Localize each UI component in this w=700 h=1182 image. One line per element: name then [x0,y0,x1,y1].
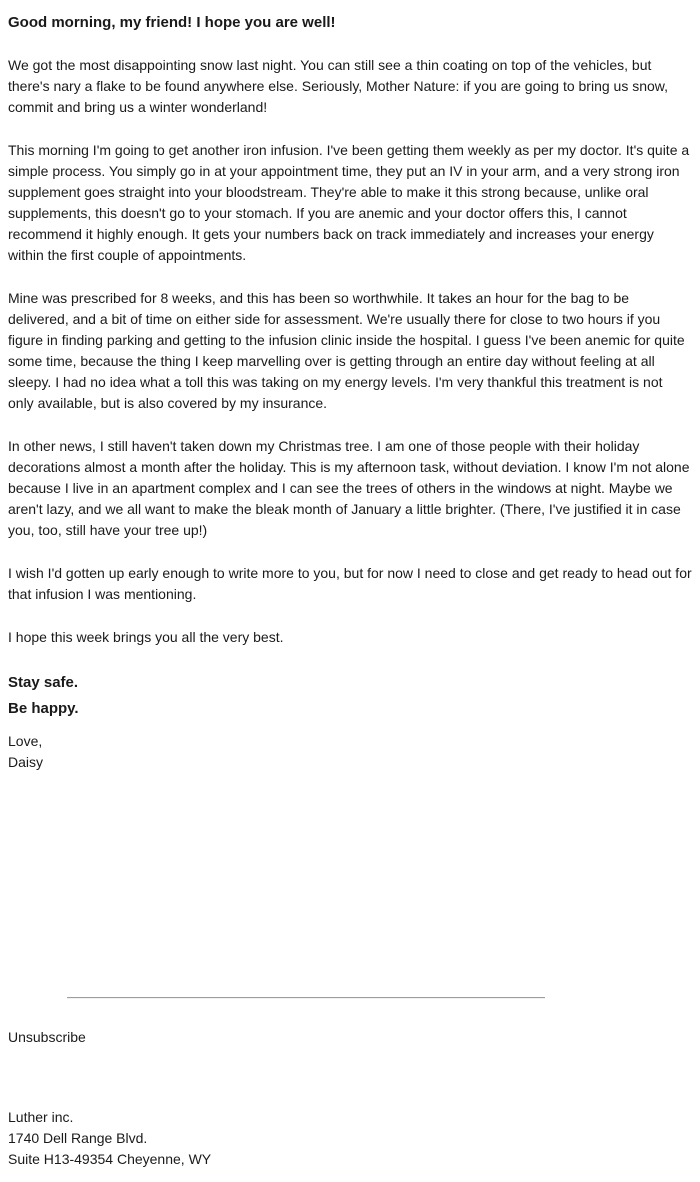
body-paragraph-snow: We got the most disappointing snow last night. You can still see a thin coating on top of the vehicles, but there's nary a flake to be found anywhere else. Seriously, Mother Nature: if you are going to bring us snow, commit and bring us a winter wonderland! [8,57,669,115]
unsubscribe-link[interactable]: Unsubscribe [8,1029,86,1045]
body-paragraph-well-wishes: I hope this week brings you all the very best. [8,629,284,645]
body-paragraph-closing: I wish I'd gotten up early enough to write more to you, but for now I need to close and get ready to head out for that infusion I was mentioning. [8,565,692,602]
body-paragraph-prescription: Mine was prescribed for 8 weeks, and this has been so worthwhile. It takes an hour for the bag to be delivered, and a bit of time on either side for assessment. We're usually there for close to two hours if you figure in finding parking and getting to the infusion clinic inside the hospital. I guess I've been anemic for quite some time, because the thing I keep marvelling over is getting through an entire day without feeling at all sleepy. I had no idea what a toll this was taking on my energy levels. I'm very thankful this treatment is not only available, but is also covered by my insurance. [8,290,685,411]
signoff-block [8,670,692,722]
signature-name: Daisy [8,754,44,770]
body-paragraph-iron-infusion: This morning I'm going to get another iron infusion. I've been getting them weekly as per my doctor. It's quite a simple process. You simply go in at your appointment time, they put an IV in your arm, and a very strong iron supplement goes straight into your bloodstream. They're able to make it this strong because, unlike oral supplements, this doesn't go to your stomach. If you are anemic and your doctor offers this, I cannot recommend it highly enough. It gets your numbers back on track immediately and increases your energy within the first couple of appointments. [8,142,690,263]
signoff-line-stay-safe: Stay safe. [8,674,79,691]
footer-divider [67,997,545,999]
signature-block [8,731,692,773]
footer-company-name: Luther inc. [8,1109,74,1125]
footer-address-block [8,1107,692,1170]
email-greeting-heading: Good morning, my friend! I hope you are well! [8,14,336,31]
signature-love-line: Love, [8,733,43,749]
footer-suite-city-state: Suite H13-49354 Cheyenne, WY [8,1151,212,1167]
footer-street-address: 1740 Dell Range Blvd. [8,1130,148,1146]
signoff-line-be-happy: Be happy. [8,700,79,717]
body-paragraph-christmas-tree: In other news, I still haven't taken down my Christmas tree. I am one of those people with their holiday decorations almost a month after the holiday. This is my afternoon task, without deviation. I know I'm not alone because I live in an apartment complex and I can see the trees of others in the windows at night. Maybe we aren't lazy, and we all want to make the bleak month of January a little brighter. (There, I've justified it in case you, too, still have your tree up!) [8,438,690,538]
